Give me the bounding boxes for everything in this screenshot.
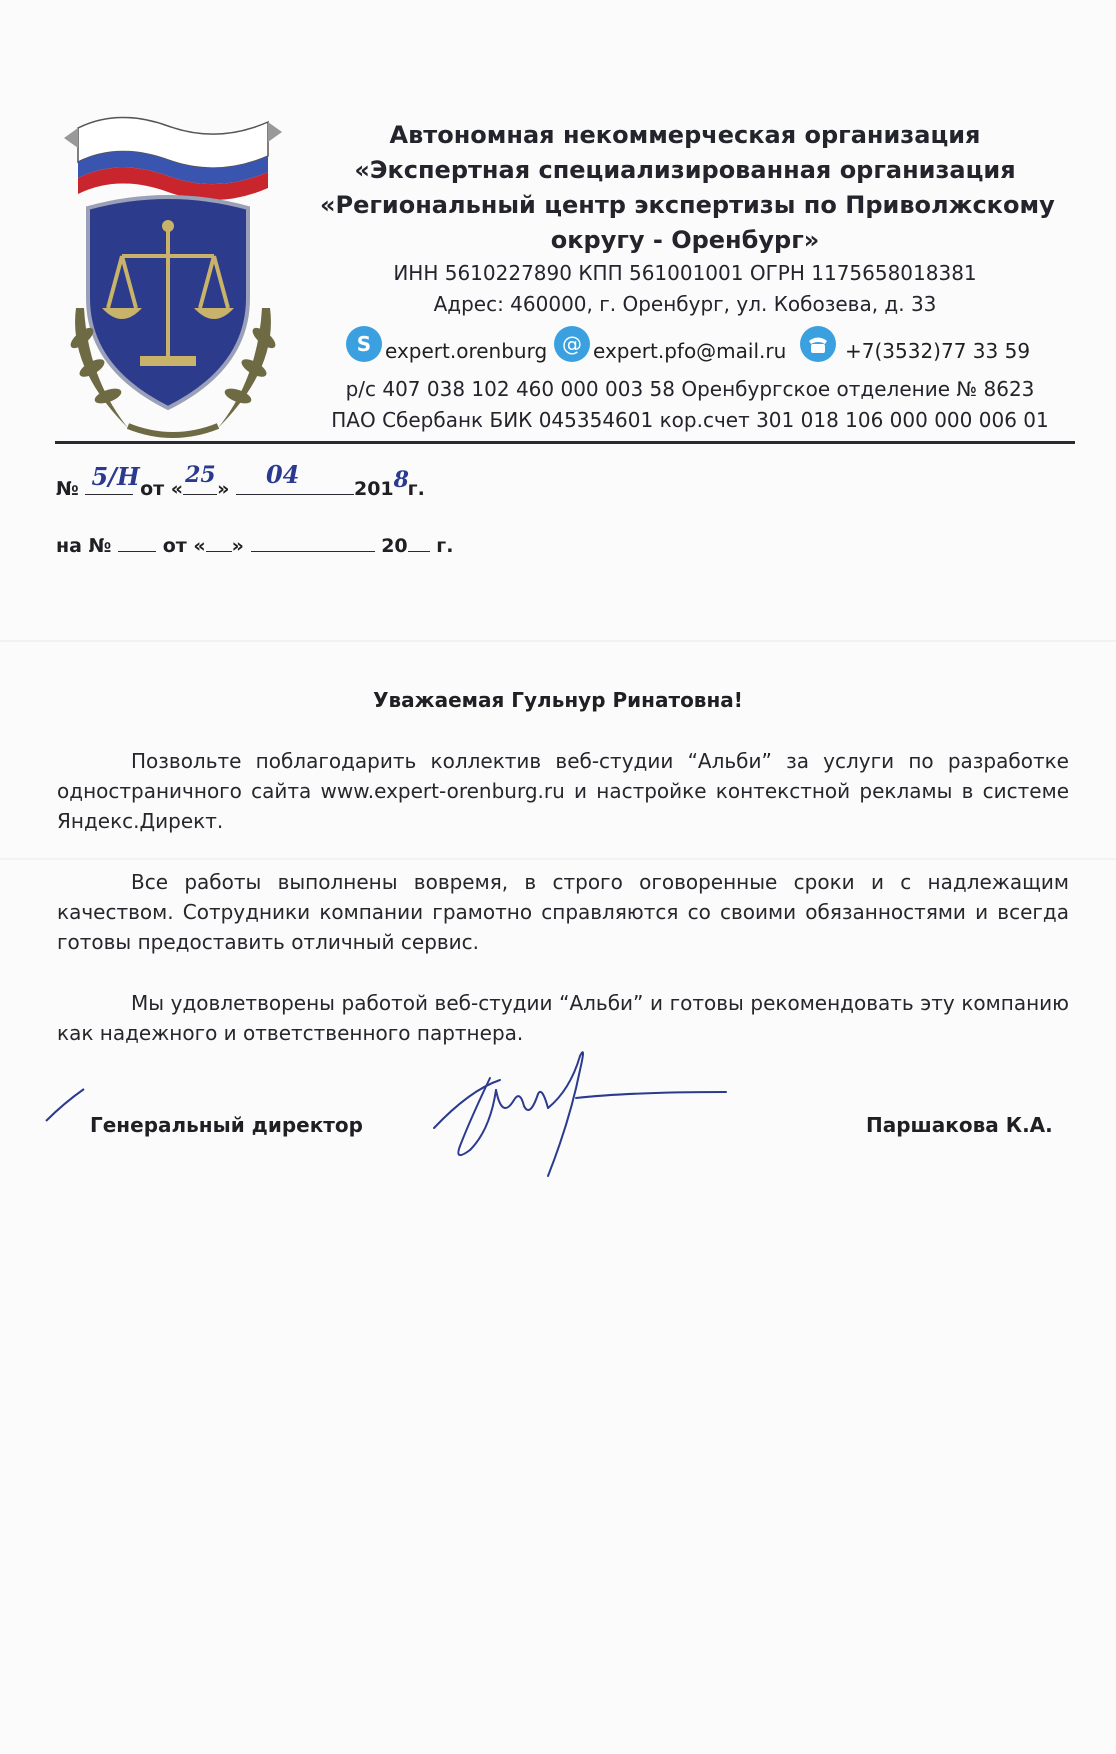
signatory-title: Генеральный директор	[90, 1113, 363, 1137]
body-paragraph: Все работы выполнены вовремя, в строго оговоренные сроки и с надлежащим качеством. Сотрудники компании грамотно справляются со своими обязанностями и всегда готовы предоставить отличный сервис.	[57, 870, 1069, 954]
reply-number-label: на №	[56, 535, 112, 557]
number-label: №	[56, 478, 79, 500]
skype-contact: expert.orenburg	[385, 339, 548, 363]
reply-year-suffix: г.	[436, 535, 454, 557]
phone-icon	[798, 324, 838, 364]
bank-details	[300, 374, 1080, 436]
scan-fold	[0, 858, 1116, 860]
scan-fold	[0, 640, 1116, 642]
skype-icon	[344, 324, 384, 364]
organization-header	[320, 118, 1055, 320]
year-suffix: г.	[407, 478, 425, 500]
reply-year-blank	[408, 533, 430, 552]
month-blank	[236, 460, 354, 495]
email-icon	[552, 324, 592, 364]
bank-line: ПАО Сбербанк БИК 045354601 кор.счет 301 018 106 000 000 006 01	[331, 408, 1049, 432]
outgoing-number-line	[56, 460, 425, 502]
svg-text:@: @	[562, 332, 582, 356]
emblem-logo	[58, 108, 288, 448]
reply-number-blank	[118, 533, 156, 552]
bank-line: р/с 407 038 102 460 000 003 58 Оренбургское отделение № 8623	[345, 377, 1035, 401]
address-line: Адрес: 460000, г. Оренбург, ул. Кобозева, д. 33	[433, 292, 937, 316]
body-paragraph: Позвольте поблагодарить коллектив веб-студии “Альби” за услуги по разработке одностраничного сайта www.expert-orenburg.ru и настройке контекстной рекламы в системе Яндекс.Директ.	[57, 749, 1069, 833]
quote-close: »	[217, 478, 230, 500]
org-name-line: «Региональный центр экспертизы по Приволжскому	[320, 191, 1055, 219]
phone-contact: +7(3532)77 33 59	[845, 339, 1031, 363]
header-divider	[55, 441, 1075, 444]
handwritten-day: 25	[185, 462, 216, 488]
greeting: Уважаемая Гульнур Ринатовна!	[373, 688, 743, 712]
reply-number-line	[56, 533, 453, 559]
reply-from-label: от «	[162, 535, 206, 557]
year-digit-blank	[393, 467, 409, 495]
signatory-name: Паршакова К.А.	[866, 1113, 1053, 1137]
requisites-line: ИНН 5610227890 КПП 561001001 ОГРН 1175658018381	[393, 261, 977, 285]
org-name-line: Автономная некоммерческая организация	[389, 121, 981, 149]
svg-text:S: S	[356, 332, 372, 356]
handwritten-number: 5/Н	[91, 462, 140, 491]
handwritten-month: 04	[265, 460, 300, 489]
handwritten-signature	[430, 1050, 730, 1185]
org-name-line: «Экспертная специализированная организация	[354, 156, 1016, 184]
email-contact: expert.pfo@mail.ru	[593, 339, 787, 363]
number-blank	[85, 462, 140, 495]
handwritten-year-digit: 8	[393, 467, 409, 493]
body-paragraph: Мы удовлетворены работой веб-студии “Альби” и готовы рекомендовать эту компанию как надежного и ответственного партнера.	[57, 991, 1069, 1045]
day-blank	[183, 462, 217, 495]
reply-month-blank	[251, 533, 375, 552]
org-name-line: округу - Оренбург»	[550, 226, 820, 254]
contacts-row	[340, 324, 1060, 374]
from-label: от «	[140, 478, 184, 500]
year-label: 201	[353, 478, 394, 500]
pen-mark	[40, 1085, 90, 1125]
reply-day-blank	[206, 533, 232, 552]
reply-year-label: 20	[381, 535, 408, 557]
reply-quote-close: »	[231, 535, 244, 557]
